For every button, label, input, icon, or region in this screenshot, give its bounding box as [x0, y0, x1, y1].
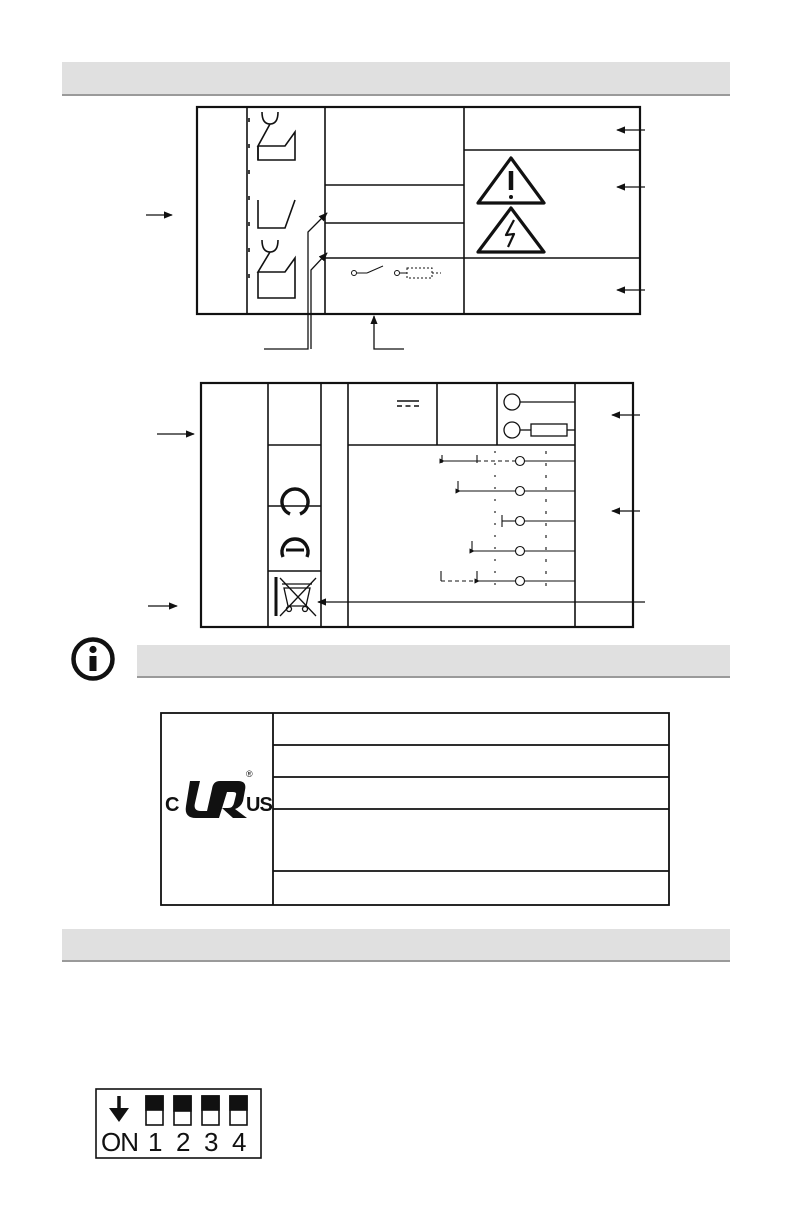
ul-table [161, 713, 669, 905]
dip-switch-4 [230, 1096, 247, 1125]
dip-switch-1 [146, 1096, 163, 1125]
ce-mark-icon [282, 489, 308, 557]
device-label-diagram [148, 383, 645, 627]
dip-switch-2 [174, 1096, 191, 1125]
info-icon [74, 640, 113, 679]
relay-label-diagram [146, 107, 645, 349]
dip-number-3: 3 [204, 1127, 219, 1157]
ul-mark-us: US [246, 794, 272, 816]
high-voltage-icon [478, 208, 544, 252]
dip-number-1: 1 [148, 1127, 163, 1157]
timing-diagram [441, 451, 575, 592]
dip-switch-3 [202, 1096, 219, 1125]
ul-mark-c: C [165, 794, 180, 816]
switch-symbol [352, 266, 442, 278]
weee-bin-icon [276, 577, 316, 616]
dc-symbol-icon [397, 401, 419, 406]
warning-icon [478, 158, 544, 203]
dip-number-2: 2 [176, 1127, 191, 1157]
dip-on-label: ON [101, 1127, 138, 1157]
led-fuse-symbols [504, 394, 575, 438]
ul-mark-icon [186, 781, 247, 818]
ul-mark-registered: ® [246, 769, 253, 779]
relay-contact-symbols [249, 112, 295, 300]
dip-number-4: 4 [232, 1127, 247, 1157]
